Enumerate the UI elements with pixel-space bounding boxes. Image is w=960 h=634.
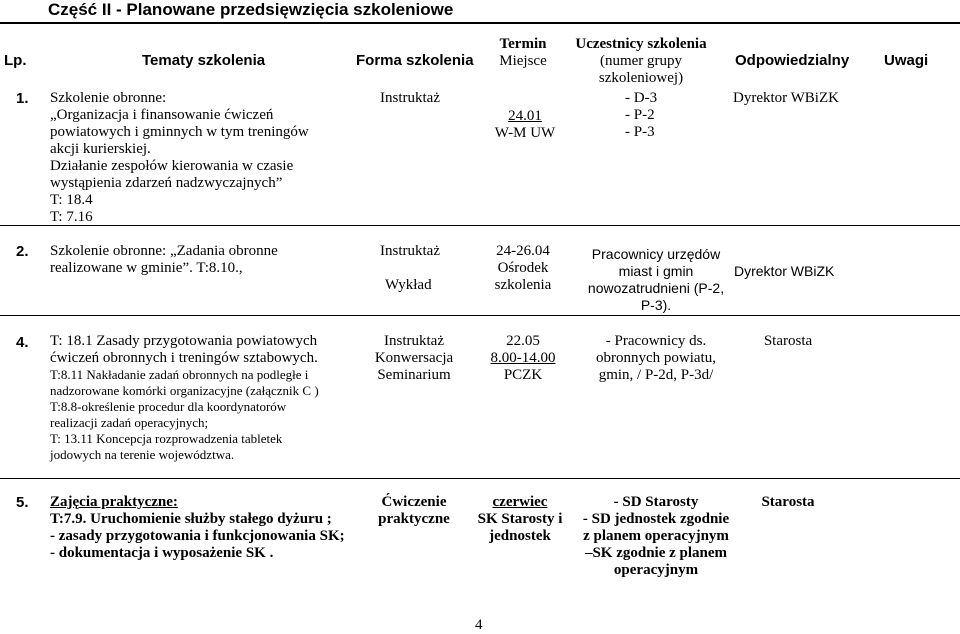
header-form: Forma szkolenia bbox=[356, 52, 474, 69]
row-5-participants bbox=[566, 494, 746, 579]
row-4-topic bbox=[50, 333, 319, 463]
row-5-lp: 5. bbox=[16, 494, 29, 511]
row-1-topic-line: Szkolenie obronne: bbox=[50, 90, 167, 106]
row-4-form-line: Instruktaż bbox=[384, 333, 444, 349]
row-4-participants bbox=[566, 333, 746, 384]
row-2-form bbox=[380, 243, 440, 294]
header-term-line2: Miejsce bbox=[499, 53, 547, 69]
row-4-term-place: PCZK bbox=[503, 367, 543, 383]
row-1-participants bbox=[625, 90, 657, 141]
row-1-form: Instruktaż bbox=[380, 90, 440, 106]
row-5-topic-line: T:7.9. Uruchomienie służby stałego dyżuru ; bbox=[50, 511, 332, 527]
row-1-topic-line: powiatowych i gminnych w tym treningów bbox=[50, 124, 309, 140]
row-2-term-line: Ośrodek bbox=[497, 260, 549, 276]
row-1-participant: - P-3 bbox=[625, 124, 655, 140]
row-4-form bbox=[364, 333, 464, 384]
row-4-participant: obronnych powiatu, bbox=[596, 350, 716, 366]
row-2-topic-line: realizowane w gminie”. T:8.10., bbox=[50, 260, 243, 276]
row-5-term-line: SK Starosty i bbox=[477, 511, 563, 527]
row-4-form-line: Seminarium bbox=[377, 367, 451, 383]
row-5-form-line: Ćwiczenie bbox=[381, 494, 447, 510]
row-2-participants bbox=[566, 246, 746, 314]
header-lp: Lp. bbox=[4, 52, 27, 69]
row-1-topic-line: „Organizacja i finansowanie ćwiczeń bbox=[50, 107, 274, 123]
row-4-lp: 4. bbox=[16, 334, 29, 351]
row-1-participant: - D-3 bbox=[625, 90, 658, 106]
row-2-participant: Pracownicy urzędów bbox=[591, 246, 721, 262]
row-4-topic-detail: jodowych na terenie województwa. bbox=[50, 447, 235, 462]
row-4-participant: gmin, / P-2d, P-3d/ bbox=[598, 367, 714, 383]
row-4-participant: - Pracownicy ds. bbox=[605, 333, 707, 349]
row-5-participant: - SD Starosty bbox=[613, 494, 699, 510]
row-5-topic bbox=[50, 494, 345, 562]
row-5-term-line: czerwiec bbox=[492, 494, 548, 510]
row-4-responsible: Starosta bbox=[763, 333, 813, 349]
part-title: Część II - Planowane przedsięwzięcia szkoleniowe bbox=[48, 0, 454, 19]
row-1-participant: - P-2 bbox=[625, 107, 655, 123]
row-2-responsible: Dyrektor WBiZK bbox=[734, 263, 835, 279]
header-topics: Tematy szkolenia bbox=[142, 52, 266, 69]
row-2-form-line: Wykład bbox=[385, 277, 432, 293]
row-divider bbox=[0, 478, 960, 479]
header-participants bbox=[566, 36, 716, 87]
row-2-participant: nowozatrudnieni (P-2, bbox=[587, 280, 725, 296]
title-rule bbox=[0, 22, 960, 24]
row-4-topic-detail: T: 13.11 Koncepcja rozprowadzenia tabletek bbox=[50, 431, 283, 446]
row-2-form-line bbox=[380, 260, 440, 277]
page-number: 4 bbox=[475, 617, 483, 633]
row-4-topic-line: ćwiczeń obronnych i treningów sztabowych. bbox=[50, 350, 318, 366]
row-4-term-date: 22.05 bbox=[506, 333, 540, 349]
row-5-participant: –SK zgodnie z planem bbox=[584, 545, 728, 561]
row-5-topic-line: Zajęcia praktyczne: bbox=[50, 494, 178, 510]
row-5-topic-line: - dokumentacja i wyposażenie SK . bbox=[50, 545, 274, 561]
row-1-term bbox=[480, 108, 570, 142]
header-participants-line2: (numer grupy bbox=[599, 53, 683, 69]
row-1-topic-line: Działanie zespołów kierowania w czasie bbox=[50, 158, 294, 174]
header-term-line1: Termin bbox=[499, 36, 547, 52]
row-5-form-line: praktyczne bbox=[378, 511, 450, 527]
row-1-topic-line: wystąpienia zdarzeń nadzwyczajnych” bbox=[50, 175, 283, 191]
row-2-participant: miast i gmin bbox=[618, 263, 694, 279]
row-5-topic-line: - zasady przygotowania i funkcjonowania SK; bbox=[50, 528, 345, 544]
row-divider bbox=[0, 315, 960, 316]
row-4-form-line: Konwersacja bbox=[374, 350, 454, 366]
header-term bbox=[478, 36, 568, 70]
row-1-topic-line: T: 7.16 bbox=[50, 209, 93, 225]
row-5-term bbox=[466, 494, 574, 545]
row-2-topic bbox=[50, 243, 278, 277]
header-notes: Uwagi bbox=[884, 52, 929, 69]
row-2-term bbox=[478, 243, 568, 294]
row-4-term-time: 8.00-14.00 bbox=[490, 350, 556, 366]
row-2-topic-line: Szkolenie obronne: „Zadania obronne bbox=[50, 243, 278, 259]
row-1-term-date: 24.01 bbox=[508, 108, 542, 124]
row-2-term-line: 24-26.04 bbox=[496, 243, 550, 259]
row-5-participant: - SD jednostek zgodnie bbox=[582, 511, 730, 527]
row-1-topic-line: akcji kurierskiej. bbox=[50, 141, 151, 157]
row-5-participant: z planem operacyjnym bbox=[583, 528, 729, 544]
row-4-topic-detail: realizacji zadań operacyjnych; bbox=[50, 415, 209, 430]
row-4-topic-detail: T:8.11 Nakładanie zadań obronnych na podległe i bbox=[50, 367, 309, 382]
row-4-term bbox=[478, 333, 568, 384]
row-divider bbox=[0, 225, 960, 226]
row-1-term-place: W-M UW bbox=[494, 125, 556, 141]
row-2-lp: 2. bbox=[16, 243, 29, 260]
row-4-topic-detail: T:8.8-określenie procedur dla koordynatorów bbox=[50, 399, 287, 414]
row-2-participant: P-3). bbox=[640, 297, 672, 313]
row-5-form bbox=[364, 494, 464, 528]
header-responsible: Odpowiedzialny bbox=[735, 52, 850, 69]
row-4-topic-line: T: 18.1 Zasady przygotowania powiatowych bbox=[50, 333, 318, 349]
row-1-lp: 1. bbox=[16, 90, 29, 107]
row-4-topic-detail: nadzorowane komórki organizacyjne (załącznik C ) bbox=[50, 383, 319, 398]
row-1-topic-line: T: 18.4 bbox=[50, 192, 93, 208]
row-5-participant: operacyjnym bbox=[613, 562, 699, 578]
row-2-form-line: Instruktaż bbox=[380, 243, 440, 259]
header-participants-line1: Uczestnicy szkolenia bbox=[575, 36, 707, 52]
header-participants-line3: szkoleniowej) bbox=[598, 70, 684, 86]
row-5-term-line: jednostek bbox=[489, 528, 551, 544]
row-5-responsible: Starosta bbox=[761, 494, 815, 510]
row-1-responsible: Dyrektor WBiZK bbox=[733, 90, 839, 106]
row-2-term-line: szkolenia bbox=[494, 277, 552, 293]
row-1-topic bbox=[50, 90, 309, 226]
